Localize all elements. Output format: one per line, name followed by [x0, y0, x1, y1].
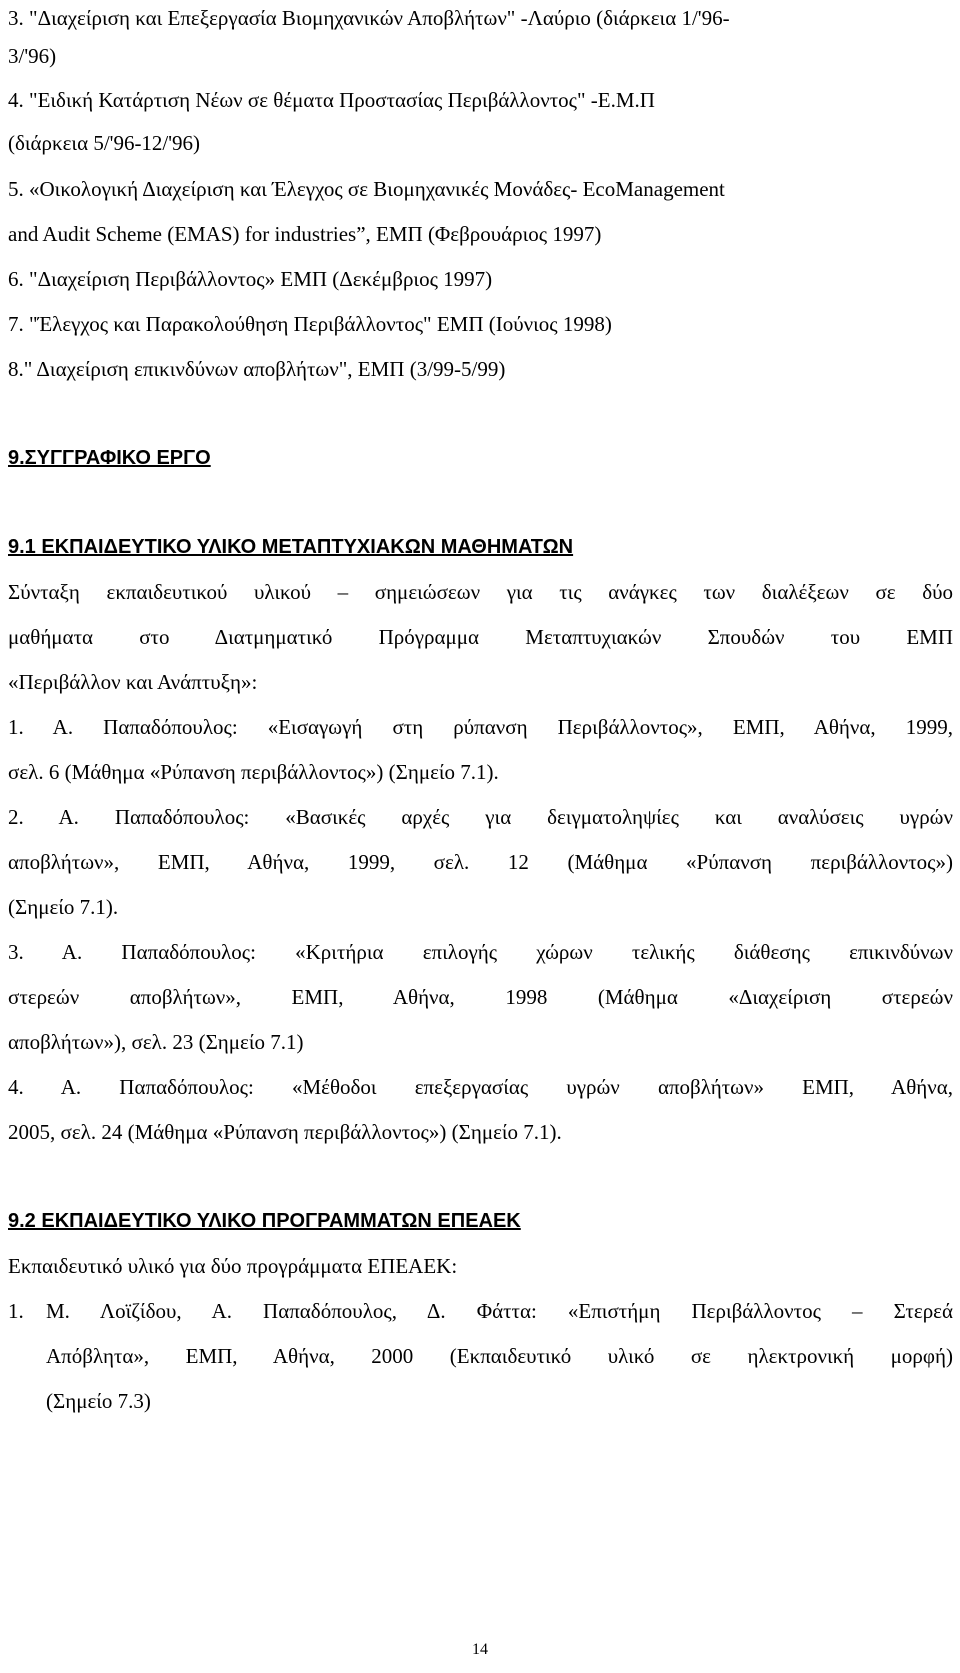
reference-line: 2005, σελ. 24 (Μάθημα «Ρύπανση περιβάλλοντος») (Σημείο 7.1). [8, 1120, 562, 1144]
reference-line: (Σημείο 7.1). [8, 895, 119, 919]
list-line: (διάρκεια 5/'96-12/'96) [8, 131, 201, 155]
section-heading: 9.ΣΥΓΓΡΑΦΙΚΟ ΕΡΓΟ [8, 447, 211, 469]
page-number: 14 [472, 1641, 488, 1658]
reference-line: Μ. Λοϊζίδου, Α. Παπαδόπουλος, Δ. Φάττα: «Επιστήμη Περιβάλλοντος – Στερεά [46, 1299, 953, 1323]
section-heading: 9.1 ΕΚΠΑΙΔΕΥΤΙΚΟ ΥΛΙΚΟ ΜΕΤΑΠΤΥΧΙΑΚΩΝ ΜΑΘΗΜΑΤΩΝ [8, 536, 574, 558]
list-line: 3/'96) [8, 44, 57, 68]
reference-line: 3. Α. Παπαδόπουλος: «Κριτήρια επιλογής χώρων τελικής διάθεσης επικινδύνων [8, 940, 953, 964]
list-line: 7. "Έλεγχος και Παρακολούθηση Περιβάλλοντος" ΕΜΠ (Ιούνιος 1998) [8, 312, 612, 336]
reference-line: 2. Α. Παπαδόπουλος: «Βασικές αρχές για δειγματοληψίες και αναλύσεις υγρών [8, 805, 953, 829]
paragraph-line: Εκπαιδευτικό υλικό για δύο προγράμματα ΕΠΕΑΕΚ: [8, 1254, 458, 1278]
list-number: 1. [8, 1299, 24, 1323]
list-line: 3. "Διαχείριση και Επεξεργασία Βιομηχανικών Αποβλήτων" -Λαύριο (διάρκεια 1/'96- [8, 6, 730, 30]
reference-line: σελ. 6 (Μάθημα «Ρύπανση περιβάλλοντος») (Σημείο 7.1). [8, 760, 499, 784]
reference-line: (Σημείο 7.3) [46, 1389, 151, 1413]
paragraph-line: «Περιβάλλον και Ανάπτυξη»: [8, 670, 258, 694]
reference-line: αποβλήτων», ΕΜΠ, Αθήνα, 1999, σελ. 12 (Μάθημα «Ρύπανση περιβάλλοντος») [8, 850, 953, 874]
list-line: 4. "Ειδική Κατάρτιση Νέων σε θέματα Προστασίας Περιβάλλοντος" -Ε.Μ.Π [8, 88, 655, 112]
list-line: 5. «Οικολογική Διαχείριση και Έλεγχος σε Βιομηχανικές Μονάδες- EcoManagement [8, 177, 725, 201]
reference-line: στερεών αποβλήτων», ΕΜΠ, Αθήνα, 1998 (Μάθημα «Διαχείριση στερεών [8, 985, 953, 1009]
list-line: 8." Διαχείριση επικινδύνων αποβλήτων", ΕΜΠ (3/99-5/99) [8, 357, 506, 381]
reference-line: αποβλήτων»), σελ. 23 (Σημείο 7.1) [8, 1030, 304, 1054]
paragraph-line: μαθήματα στο Διατμηματικό Πρόγραμμα Μεταπτυχιακών Σπουδών του ΕΜΠ [8, 625, 953, 649]
list-line: and Audit Scheme (EMAS) for industries”, ΕΜΠ (Φεβρουάριος 1997) [8, 222, 602, 246]
section-heading: 9.2 ΕΚΠΑΙΔΕΥΤΙΚΟ ΥΛΙΚΟ ΠΡΟΓΡΑΜΜΑΤΩΝ ΕΠΕΑΕΚ [8, 1210, 521, 1232]
paragraph-line: Σύνταξη εκπαιδευτικού υλικού – σημειώσεων για τις ανάγκες των διαλέξεων σε δύο [8, 580, 953, 604]
reference-line: 1. Α. Παπαδόπουλος: «Εισαγωγή στη ρύπανση Περιβάλλοντος», ΕΜΠ, Αθήνα, 1999, [8, 715, 953, 739]
list-line: 6. "Διαχείριση Περιβάλλοντος» ΕΜΠ (Δεκέμβριος 1997) [8, 267, 493, 291]
reference-line: Απόβλητα», ΕΜΠ, Αθήνα, 2000 (Εκπαιδευτικό υλικό σε ηλεκτρονική μορφή) [46, 1344, 953, 1368]
reference-line: 4. Α. Παπαδόπουλος: «Μέθοδοι επεξεργασίας υγρών αποβλήτων» ΕΜΠ, Αθήνα, [8, 1075, 953, 1099]
